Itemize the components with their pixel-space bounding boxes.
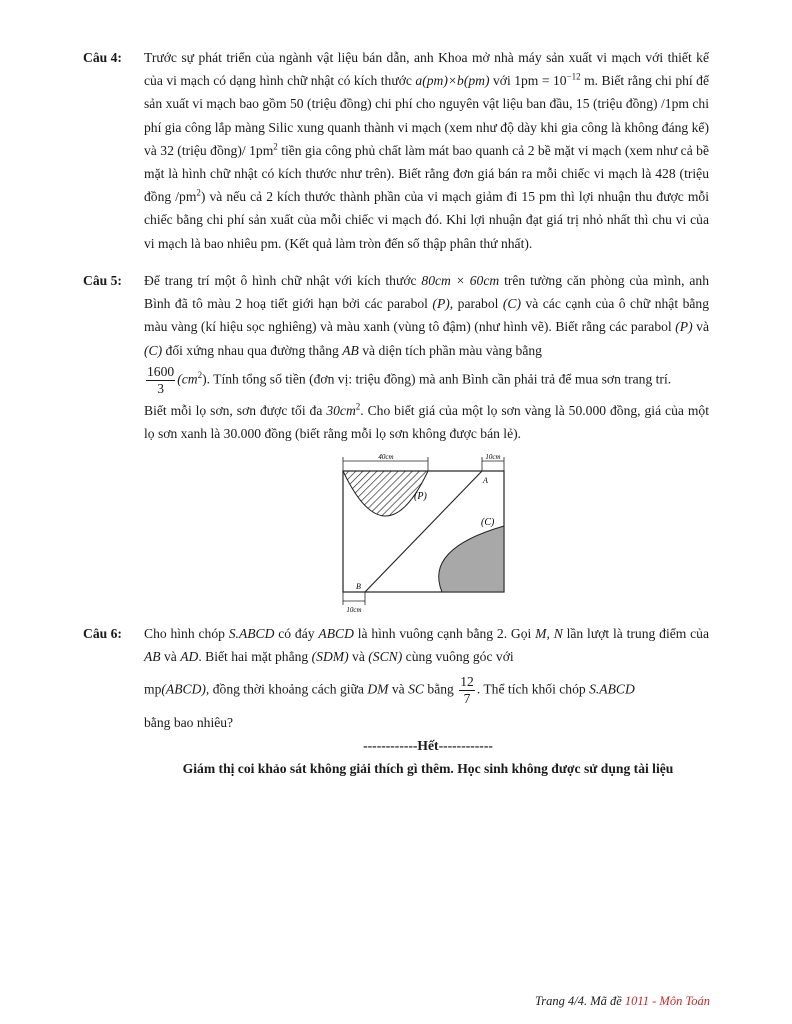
area-fraction: $\frac{1600}{3}$: [147, 363, 175, 396]
end-marker: ------------Hết------------: [363, 738, 493, 753]
page-footer: Trang 4/4. Mã đề 1011 - Môn Toán: [534, 994, 710, 1008]
dim-top-label: 40cm: [378, 453, 394, 461]
question-5: [83, 269, 709, 445]
label-C: (C): [481, 517, 495, 528]
question-4: [83, 46, 709, 255]
distance-fraction: $\frac{12}{7}$: [460, 674, 474, 707]
question-6-label: Câu 6:: [83, 626, 122, 641]
label-A: A: [483, 476, 488, 485]
question-6-text: Cho hình chóp S.ABCD có đáy ABCD là hình vuông cạnh bằng 2. Gọi M, N lần lượt là trung điểm của AB và AD. Biết hai mặt phẳng (SDM) và (SCN) cùng vuông góc với mp(ABCD), đồng thời khoảng cách giữa DM và SC bằng $\frac{12}{7}$ . Thể tích khối chóp S.ABCD bằng bao nhiêu?: [144, 626, 710, 731]
dim-right-label: 10cm: [485, 453, 501, 461]
green-region-C: [439, 526, 504, 592]
question-5-text: Để trang trí một ô hình chữ nhật với kích thước 80cm × 60cm trên tường căn phòng của mình, anh Bình đã tô màu 2 hoạ tiết giới hạn bởi các parabol (P), parabol (C) và các cạnh của ô chữ nhật bằng màu vàng (kí hiệu sọc nghiêng) và màu xanh (vùng tô đậm) (như hình vẽ). Biết rằng các parabol (P) và (C) đối xứng nhau qua đường thẳng AB và diện tích phần màu vàng bằng $\frac{1600}{3}$ $(cm^2)$. Tính tổng số tiền (đơn vị: triệu đồng) mà anh Bình cần phải trả để mua sơn trang trí. Biết mỗi lọ sơn, sơn được tối đa $30cm^2$. Cho biết giá của một lọ sơn vàng là 50.000 đồng, giá của một lọ sơn xanh là 30.000 đồng (biết rằng mỗi lọ sơn không được bán lẻ).: [144, 273, 710, 442]
dim-bottom-label: 10cm: [346, 606, 362, 614]
question-6: [83, 622, 709, 735]
question-4-text: Trước sự phát triển của ngành vật liệu bán dẫn, anh Khoa mở nhà máy sản xuất vi mạch với thiết kế của vi mạch có dạng hình chữ nhật có kích thước a(pm)×b(pm) với $1pm = 10^{-12}$ m. Biết rằng chi phí để sản xuất vi mạch bao gồm 50 (triệu đồng) chi phí cho nguyên vật liệu ban đầu, 15 (triệu đồng) /1pm chi phí gia công lắp màng Silic xung quanh thành vi mạch (xem như độ dày khi gia công là không đáng kể) và 32 (triệu đồng)/ $1pm^2$ tiền gia công phủ chất làm mát bao quanh cả 2 bề mặt vi mạch (xem như cả bề mặt là hình chữ nhật có kích thước như trên). Biết rằng đơn giá bán ra mỗi chiếc vi mạch là 428 (triệu đồng $/pm^2$) và nếu cả 2 kích thước thành phần của vi mạch giảm đi 15 pm thì lợi nhuận thu được mỗi chiếc bằng chi phí sản xuất của mỗi chiếc vi mạch đó. Khi lợi nhuận đạt giá trị nhỏ nhất thì chu vi của vi mạch là bao nhiêu pm. (Kết quả làm tròn đến số thập phân thứ nhất).: [144, 50, 709, 251]
label-B: B: [356, 582, 361, 591]
rectangle-parabola-figure: [326, 451, 516, 615]
label-P: (P): [414, 491, 427, 502]
proctor-note: Giám thị coi khảo sát không giải thích gì thêm. Học sinh không được sử dụng tài liệu: [182, 761, 674, 776]
question-5-label: Câu 5:: [83, 273, 122, 288]
question-4-label: Câu 4:: [83, 50, 122, 65]
